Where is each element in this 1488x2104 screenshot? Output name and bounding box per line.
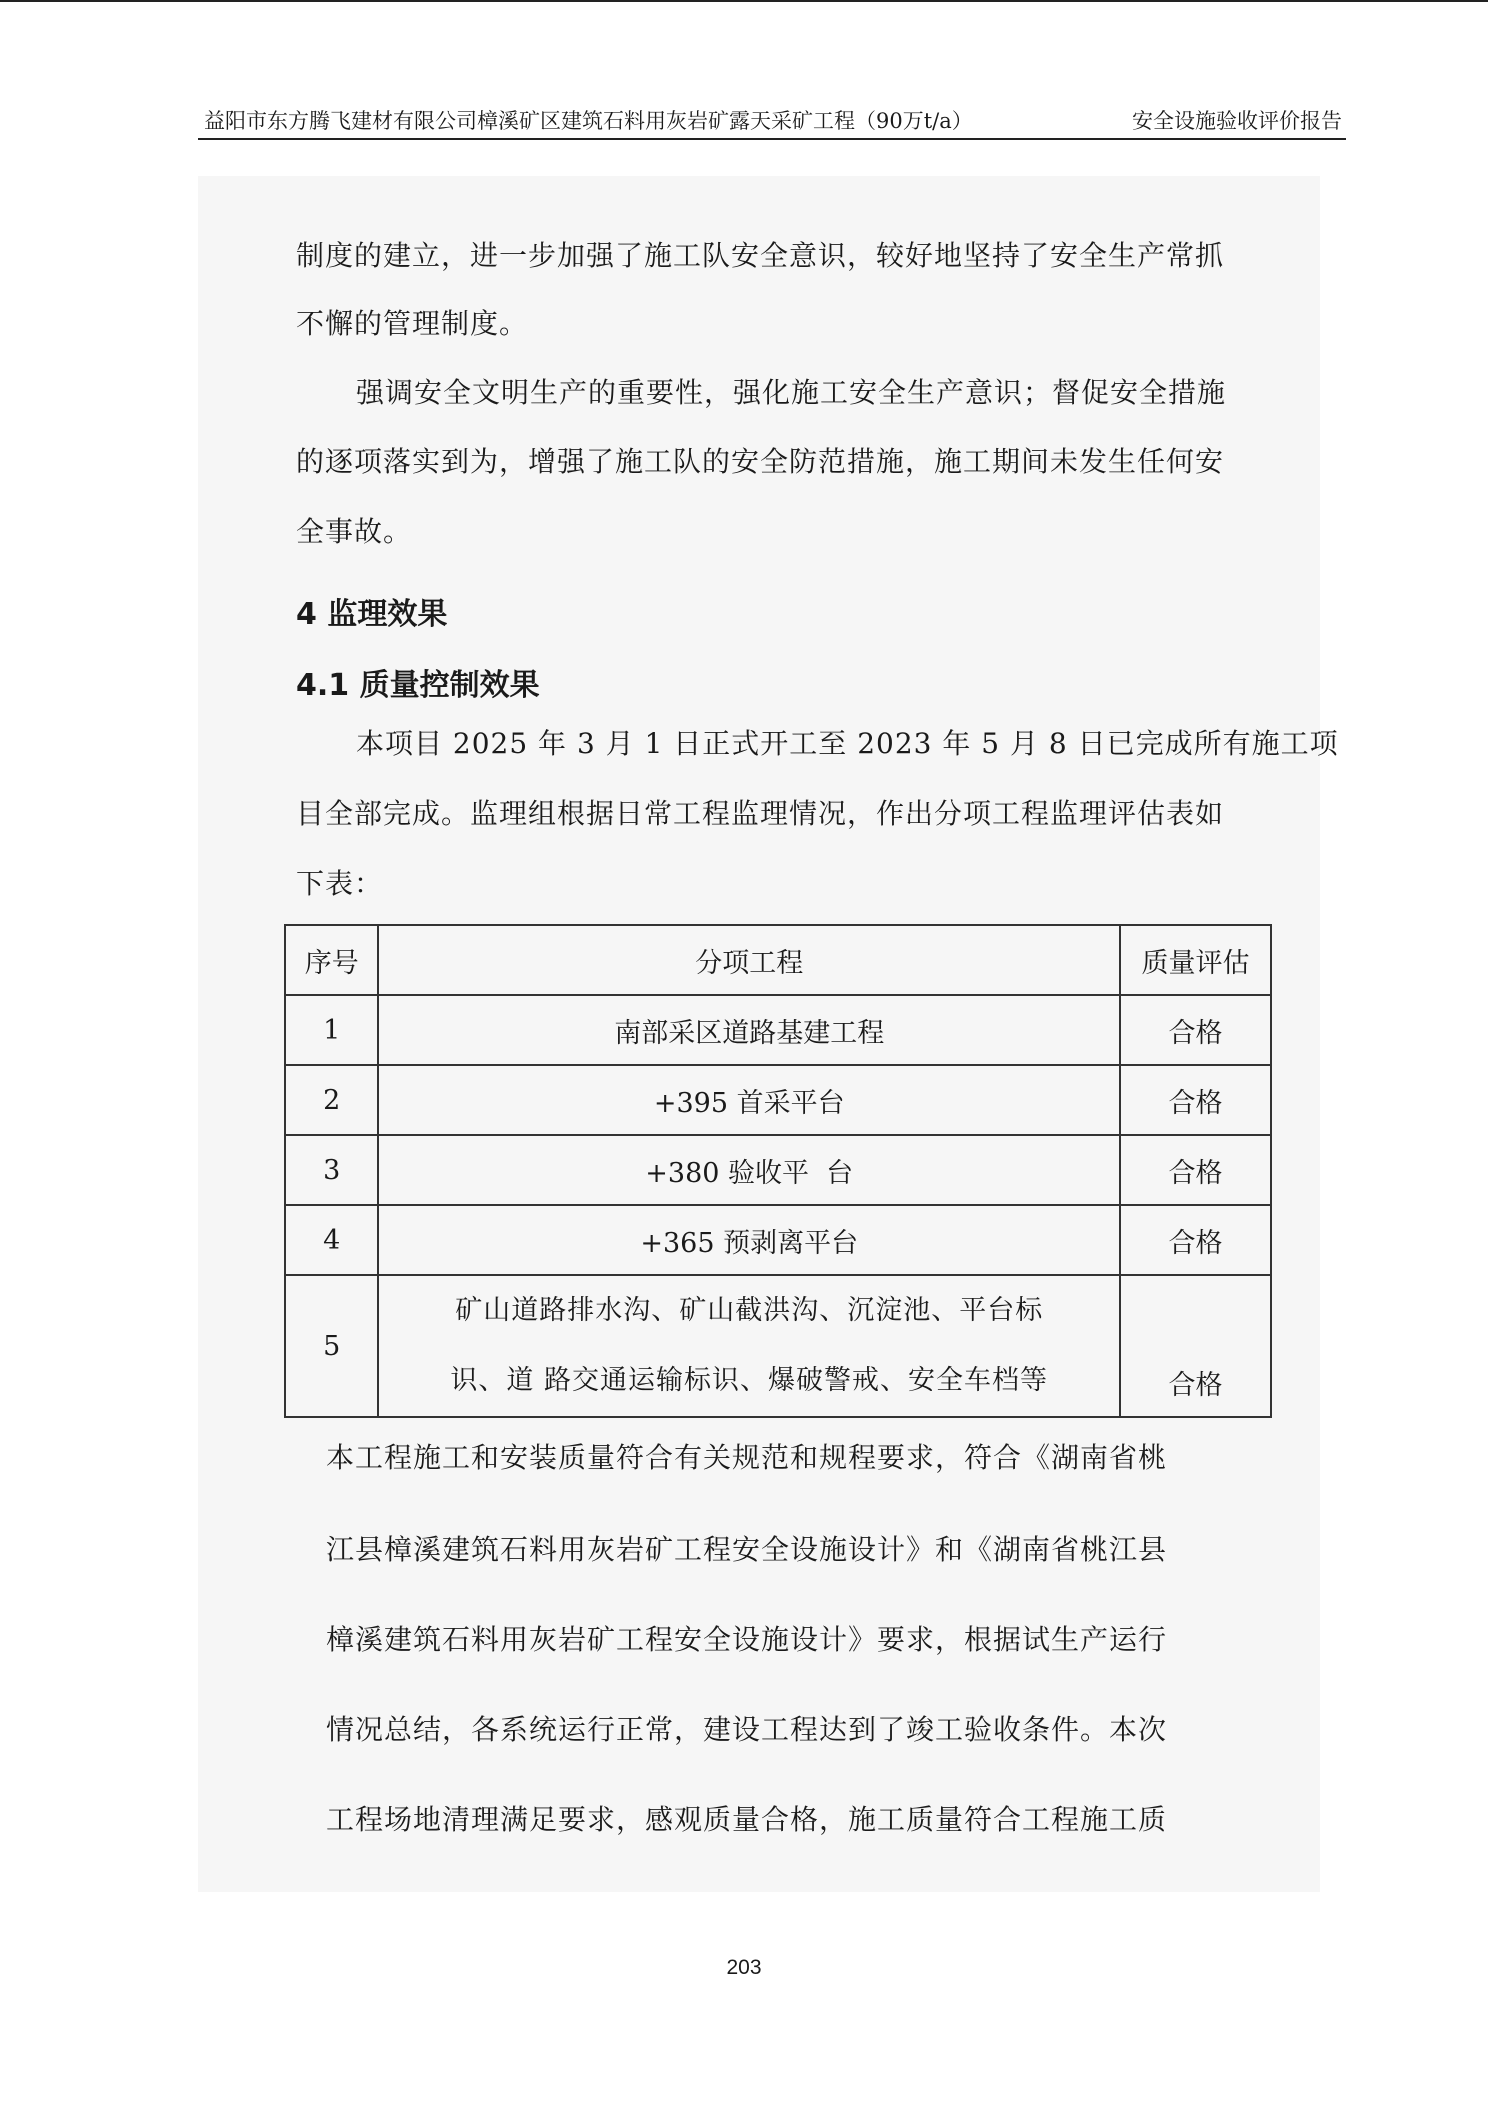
- paragraph-line: 工程场地清理满足要求，感观质量合格，施工质量符合工程施工质: [326, 1803, 1168, 1836]
- header-sub-project: 分项工程: [378, 925, 1120, 995]
- section-heading-4-1: 4.1 质量控制效果: [296, 668, 540, 703]
- cell-evaluation: 合格: [1120, 1275, 1271, 1417]
- paragraph-line: 樟溪建筑石料用灰岩矿工程安全设施设计》要求，根据试生产运行: [326, 1623, 1168, 1656]
- cell-project-line: 识、道 路交通运输标识、爆破警戒、安全车档等: [450, 1365, 1049, 1396]
- cell-serial: 3: [285, 1135, 378, 1205]
- cell-evaluation: 合格: [1120, 995, 1271, 1065]
- cell-serial: 4: [285, 1205, 378, 1275]
- table-row: [285, 995, 1271, 1065]
- paragraph-line: 情况总结，各系统运行正常，建设工程达到了竣工验收条件。本次: [326, 1713, 1168, 1746]
- paragraph-line: 江县樟溪建筑石料用灰岩矿工程安全设施设计》和《湖南省桃江县: [326, 1533, 1168, 1566]
- paragraph-line: 本项目 2025 年 3 月 1 日正式开工至 2023 年 5 月 8 日已完成所有施工项: [356, 727, 1339, 760]
- cell-project: +365 预剥离平台: [378, 1205, 1120, 1275]
- cell-project-line: 矿山道路排水沟、矿山截洪沟、沉淀池、平台标: [455, 1295, 1044, 1326]
- page-number: 203: [726, 1956, 762, 1979]
- paragraph-line: 下表：: [296, 867, 384, 900]
- cell-project: +380 验收平 台: [378, 1135, 1120, 1205]
- paragraph-line: 强调安全文明生产的重要性，强化施工安全生产意识；督促安全措施: [356, 376, 1227, 409]
- table-row: [285, 1135, 1271, 1205]
- cell-evaluation: 合格: [1120, 1065, 1271, 1135]
- table-row: [285, 1205, 1271, 1275]
- cell-serial: 2: [285, 1065, 378, 1135]
- cell-serial: 1: [285, 995, 378, 1065]
- top-border-line: [0, 0, 1488, 2]
- cell-serial: 5: [285, 1275, 378, 1417]
- paragraph-line: 不懈的管理制度。: [296, 307, 529, 340]
- section-heading-4: 4 监理效果: [296, 597, 448, 632]
- cell-project: 南部采区道路基建工程: [378, 995, 1120, 1065]
- header-report-name: 安全设施验收评价报告: [1132, 109, 1342, 133]
- cell-project: [378, 1275, 1120, 1417]
- table-header-row: [285, 925, 1271, 995]
- table-row: [285, 1275, 1271, 1417]
- header-serial-number: 序号: [285, 925, 378, 995]
- paragraph-line: 的逐项落实到为，增强了施工队的安全防范措施，施工期间未发生任何安: [296, 445, 1225, 478]
- paragraph-line: 本工程施工和安装质量符合有关规范和规程要求，符合《湖南省桃: [326, 1441, 1168, 1474]
- paragraph-line: 制度的建立，进一步加强了施工队安全意识，较好地坚持了安全生产常抓: [296, 239, 1225, 272]
- header-title: 益阳市东方腾飞建材有限公司樟溪矿区建筑石料用灰岩矿露天采矿工程（90万t/a）: [204, 109, 973, 133]
- page-header: [198, 104, 1346, 140]
- header-quality-evaluation: 质量评估: [1120, 925, 1271, 995]
- paragraph-line: 目全部完成。监理组根据日常工程监理情况，作出分项工程监理评估表如: [296, 797, 1225, 830]
- paragraph-line: 全事故。: [296, 515, 413, 548]
- table-row: [285, 1065, 1271, 1135]
- cell-evaluation: 合格: [1120, 1135, 1271, 1205]
- evaluation-table: [284, 924, 1272, 1418]
- cell-evaluation: 合格: [1120, 1205, 1271, 1275]
- cell-project: +395 首采平台: [378, 1065, 1120, 1135]
